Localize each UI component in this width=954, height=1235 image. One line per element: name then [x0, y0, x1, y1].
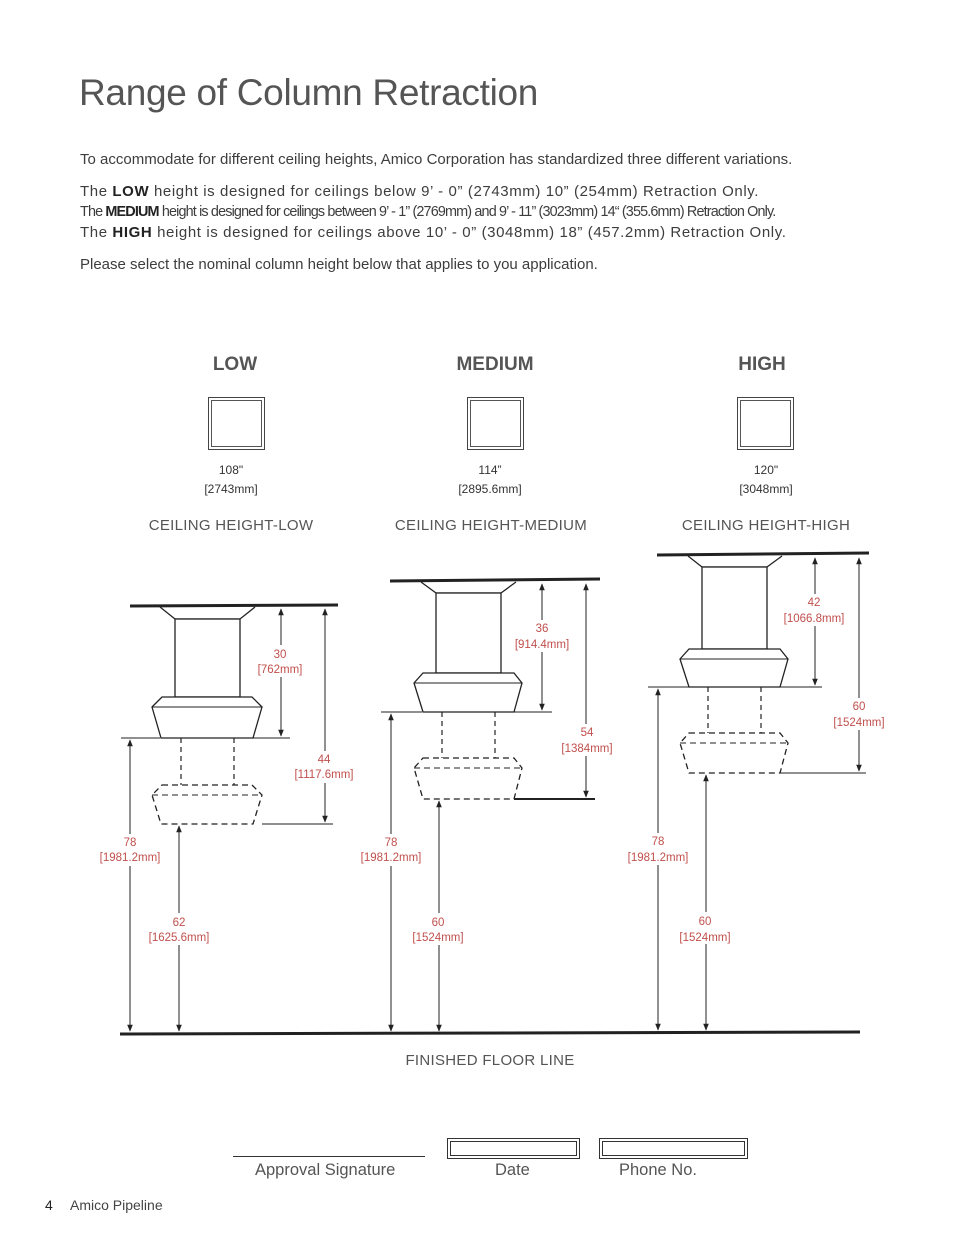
- medium-floor-bottom-mm: [1981.2mm]: [360, 852, 422, 864]
- date-label: Date: [495, 1161, 530, 1179]
- medium-heading: MEDIUM: [456, 354, 534, 375]
- ceiling-label-medium: CEILING HEIGHT-MEDIUM: [394, 517, 588, 534]
- low-retracted-mm: [1117.6mm]: [294, 769, 354, 781]
- high-floor-retracted-mm: [1524mm]: [679, 932, 731, 944]
- approval-signature-line[interactable]: [233, 1156, 425, 1157]
- phone-field[interactable]: [599, 1138, 748, 1159]
- low-floor-bottom-in: 78: [123, 837, 137, 849]
- floor-line: [120, 1032, 860, 1034]
- high-floor-bottom-mm: [1981.2mm]: [627, 852, 689, 864]
- medium-floor-retracted-in: 60: [431, 917, 445, 929]
- approval-signature-label: Approval Signature: [255, 1161, 396, 1179]
- low-height-inches: 108": [218, 463, 244, 477]
- intro-text: To accommodate for different ceiling heights, Amico Corporation has standardized three different variations.: [80, 151, 793, 168]
- high-heading: HIGH: [738, 354, 786, 375]
- ceiling-label-low: CEILING HEIGHT-LOW: [148, 517, 314, 534]
- low-column-mm: [762mm]: [257, 664, 303, 676]
- low-column-in: 30: [273, 649, 287, 661]
- footer-text: Amico Pipeline: [70, 1197, 163, 1213]
- low-floor-retracted-mm: [1625.6mm]: [148, 932, 210, 944]
- select-note: Please select the nominal column height below that applies to you application.: [80, 256, 598, 273]
- low-floor-bottom-mm: [1981.2mm]: [99, 852, 161, 864]
- medium-floor-bottom-in: 78: [384, 837, 398, 849]
- medium-retracted-in: 54: [580, 727, 594, 739]
- medium-floor-retracted-mm: [1524mm]: [412, 932, 464, 944]
- high-ceiling-line: [657, 553, 869, 555]
- medium-column-mm: [914.4mm]: [514, 639, 570, 651]
- page-number: 4: [45, 1197, 53, 1213]
- high-description: The HIGH height is designed for ceilings above 10’ - 0” (3048mm) 18” (457.2mm) Retraction Only.: [80, 224, 787, 241]
- low-height-mm: [2743mm]: [204, 482, 258, 496]
- high-column-mm: [1066.8mm]: [783, 613, 845, 625]
- finished-floor-label: FINISHED FLOOR LINE: [405, 1052, 575, 1069]
- low-description: The LOW height is designed for ceilings below 9’ - 0” (2743mm) 10” (254mm) Retraction Only.: [80, 183, 760, 200]
- medium-retracted-mm: [1384mm]: [561, 743, 613, 755]
- low-retracted-in: 44: [317, 754, 331, 766]
- medium-height-mm: [2895.6mm]: [458, 482, 522, 496]
- page-title: Range of Column Retraction: [79, 72, 539, 113]
- medium-height-inches: 114”: [478, 463, 502, 477]
- high-column-in: 42: [807, 597, 821, 609]
- low-floor-retracted-in: 62: [172, 917, 186, 929]
- medium-column-in: 36: [535, 623, 549, 635]
- high-height-mm: [3048mm]: [739, 482, 793, 496]
- medium-description: The MEDIUM height is designed for ceilings between 9’ - 1” (2769mm) and 9’ - 11” (3023mm) 14“ (355.6mm) Retraction Only.: [80, 204, 776, 220]
- date-field[interactable]: [447, 1138, 580, 1159]
- high-floor-bottom-in: 78: [651, 836, 665, 848]
- ceiling-label-high: CEILING HEIGHT-HIGH: [681, 517, 851, 534]
- low-ceiling-line: [130, 605, 338, 606]
- phone-label: Phone No.: [619, 1161, 697, 1179]
- medium-ceiling-line: [390, 579, 600, 581]
- high-floor-retracted-in: 60: [698, 916, 712, 928]
- high-height-inches: 120": [753, 463, 779, 477]
- high-retracted-mm: [1524mm]: [833, 717, 885, 729]
- low-heading: LOW: [212, 354, 258, 375]
- high-retracted-in: 60: [852, 701, 866, 713]
